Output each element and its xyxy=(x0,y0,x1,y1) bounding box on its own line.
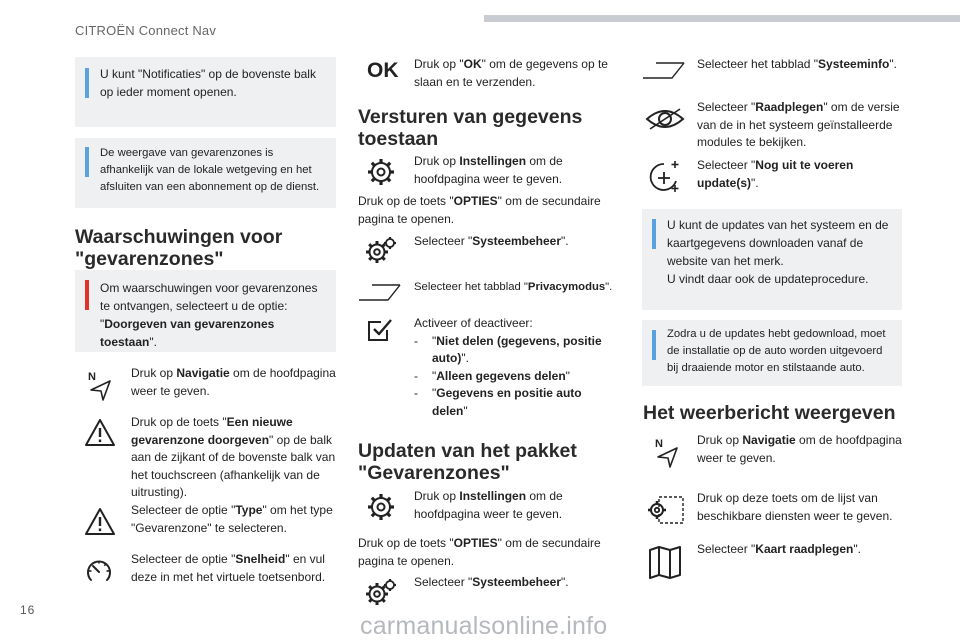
navigation-arrow-icon xyxy=(87,370,113,402)
step-services-list: Druk op deze toets om de lijst van beschikbare diensten weer te geven. xyxy=(697,491,893,523)
step-activate-options: Activeer of deactiveer: - "Niet delen (gegevens, positie auto)". - "Alleen gegevens delen" - "Gegevens en positie auto delen" xyxy=(414,315,619,420)
warning-triangle-icon xyxy=(84,507,116,537)
checkbox-check-icon xyxy=(367,318,393,342)
info-bar xyxy=(85,68,89,98)
option-data-only: - "Alleen gegevens delen" xyxy=(414,368,570,383)
step-speed: Selecteer de optie "Snelheid" en vul deze in met het virtuele toetsenbord. xyxy=(131,552,326,584)
svg-text:OK: OK xyxy=(367,59,399,80)
step-options: Druk op de toets "OPTIES" om de secundaire pagina te openen. xyxy=(358,536,601,568)
watermark: carmanualsonline.info xyxy=(360,612,608,640)
step-report-zone: Druk op de toets "Een nieuwe gevarenzone doorgeven" op de balk aan de zijkant of de bovenste balk van het touchscreen (afhankelijk van de uitrusting). xyxy=(131,415,336,499)
step-system-management: Selecteer "Systeembeheer". xyxy=(414,234,569,248)
system-settings-gears-icon xyxy=(365,236,397,266)
warning-bar xyxy=(85,280,89,310)
info-note-notifications xyxy=(75,57,336,127)
warning-triangle-icon xyxy=(84,418,116,448)
section-heading-danger-zones: Waarschuwingen voor "gevarenzones" xyxy=(75,226,283,270)
eye-icon xyxy=(645,106,685,132)
info-bar xyxy=(652,219,656,249)
info-note-legislation xyxy=(75,138,336,208)
tab-icon xyxy=(358,282,402,302)
step-navigation: Druk op Navigatie om de hoofdpagina weer te geven. xyxy=(131,366,336,398)
note-text: Zodra u de updates hebt gedownload, moet de installatie op de auto worden uitgevoerd bij draaiende motor en stilstaande auto. xyxy=(667,328,886,374)
svg-text:N: N xyxy=(88,371,96,383)
step-system-info-tab: Selecteer het tabblad "Systeeminfo". xyxy=(697,57,897,71)
update-icon xyxy=(647,160,683,194)
info-note-downloads xyxy=(642,209,902,310)
info-note-installation xyxy=(642,320,902,386)
step-consult: Selecteer "Raadplegen" om de versie van de in het systeem geïnstalleerde modules te bekijken. xyxy=(697,100,900,149)
header-bar xyxy=(484,15,960,22)
step-type: Selecteer de optie "Type" om het type "Gevarenzone" te selecteren. xyxy=(131,503,333,535)
speedometer-icon xyxy=(84,556,114,586)
option-no-sharing: - "Niet delen (gegevens, positie auto)". xyxy=(414,333,602,365)
section-heading-weather: Het weerbericht weergeven xyxy=(643,402,896,424)
tab-icon xyxy=(642,60,686,80)
ok-icon xyxy=(367,58,399,80)
settings-gear-icon xyxy=(367,493,395,521)
step-view-map: Selecteer "Kaart raadplegen". xyxy=(697,542,861,556)
step-pending-updates: Selecteer "Nog uit te voeren update(s)". xyxy=(697,158,854,190)
warning-note xyxy=(75,270,336,352)
map-icon xyxy=(648,545,682,579)
step-system-management: Selecteer "Systeembeheer". xyxy=(414,575,569,589)
page-number: 16 xyxy=(20,603,36,617)
services-apps-icon xyxy=(648,495,684,525)
running-header: CITROËN Connect Nav xyxy=(75,23,217,38)
note-text: U kunt de updates van het systeem en de kaartgegevens downloaden vanaf de website van het merk. U vindt daar ook de updateprocedure. xyxy=(667,218,889,286)
section-heading-data-sharing: Versturen van gegevens toestaan xyxy=(358,106,583,150)
note-text: U kunt "Notificaties" op de bovenste balk op ieder moment openen. xyxy=(100,67,316,99)
info-bar xyxy=(652,330,656,360)
navigation-arrow-icon xyxy=(654,437,680,469)
settings-gear-icon xyxy=(367,158,395,186)
system-settings-gears-icon xyxy=(365,578,397,608)
step-options: Druk op de toets "OPTIES" om de secundaire pagina te openen. xyxy=(358,194,601,226)
step-settings: Druk op Instellingen om de hoofdpagina weer te geven. xyxy=(414,154,563,186)
option-data-and-position: - "Gegevens en positie auto delen" xyxy=(414,386,582,418)
step-privacy-tab: Selecteer het tabblad "Privacymodus". xyxy=(414,281,613,293)
svg-text:N: N xyxy=(655,438,663,450)
note-text: De weergave van gevarenzones is afhankelijk van de lokale wetgeving en het afsluiten van een abonnement op de dienst. xyxy=(100,147,320,193)
note-text: Om waarschuwingen voor gevarenzones te ontvangen, selecteert u de optie: "Doorgeven van gevarenzones toestaan". xyxy=(100,281,318,349)
step-settings: Druk op Instellingen om de hoofdpagina weer te geven. xyxy=(414,489,563,521)
step-navigation: Druk op Navigatie om de hoofdpagina weer te geven. xyxy=(697,433,902,465)
info-bar xyxy=(85,147,89,177)
step-ok: Druk op "OK" om de gegevens op te slaan en te verzenden. xyxy=(414,57,608,89)
section-heading-update-pack: Updaten van het pakket "Gevarenzones" xyxy=(358,440,577,484)
